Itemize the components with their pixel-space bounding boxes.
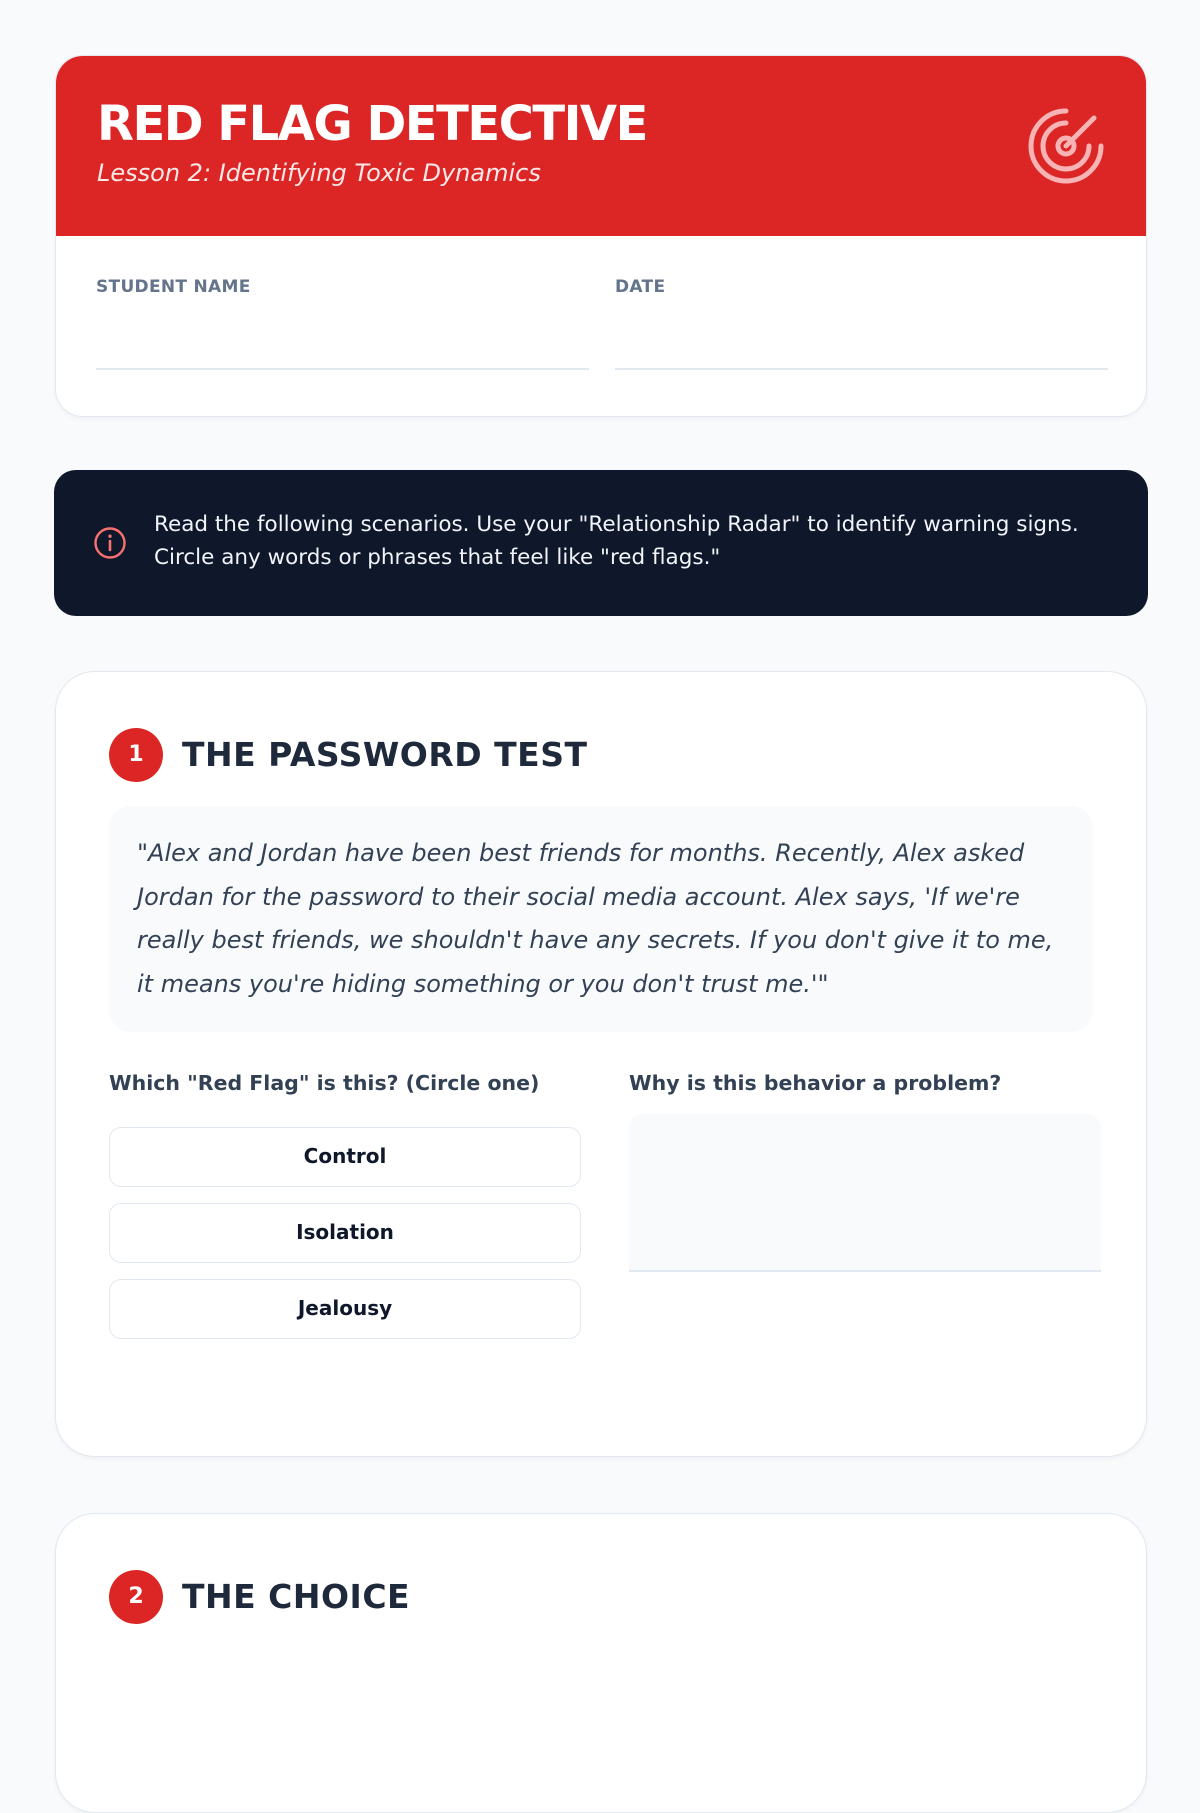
header-band	[56, 56, 1146, 236]
header-card	[55, 55, 1147, 417]
scenario-title: THE CHOICE	[182, 1577, 411, 1616]
date-line[interactable]	[615, 368, 1108, 370]
scenario-title: THE PASSWORD TEST	[182, 735, 588, 774]
scenario-number-badge: 2	[109, 1570, 163, 1624]
info-icon	[93, 526, 127, 560]
scenario-card-2	[55, 1513, 1147, 1813]
student-name-label: STUDENT NAME	[96, 277, 251, 297]
choice-isolation[interactable]: Isolation	[109, 1203, 581, 1263]
radar-icon	[1028, 108, 1104, 184]
red-flag-question: Which "Red Flag" is this? (Circle one)	[109, 1071, 540, 1095]
scenario-card-1	[55, 671, 1147, 1457]
scenario-story: "Alex and Jordan have been best friends for months. Recently, Alex asked Jordan for the password to their social media account. Alex says, 'If we're really best friends, we shouldn't have any secrets. If you don't give it to me, it means you're hiding something or you don't trust me.'"	[109, 806, 1093, 1032]
instructions-text: Read the following scenarios. Use your "Relationship Radar" to identify warning signs. Circle any words or phrases that feel like "red flags."	[154, 512, 1079, 570]
date-field[interactable]	[615, 276, 1108, 370]
instructions-banner	[54, 470, 1148, 616]
choice-control[interactable]: Control	[109, 1127, 581, 1187]
scenario-number-badge: 1	[109, 728, 163, 782]
page-title: RED FLAG DETECTIVE	[97, 96, 647, 152]
student-name-field[interactable]	[96, 276, 589, 370]
why-problem-question: Why is this behavior a problem?	[629, 1071, 1002, 1095]
student-info-row	[56, 236, 1146, 416]
worksheet	[55, 55, 1147, 1616]
date-label: DATE	[615, 277, 666, 297]
student-name-line[interactable]	[96, 368, 589, 370]
lesson-subtitle: Lesson 2: Identifying Toxic Dynamics	[97, 159, 541, 187]
why-problem-answer-box[interactable]	[629, 1114, 1101, 1272]
choice-jealousy[interactable]: Jealousy	[109, 1279, 581, 1339]
red-flag-choices	[109, 1127, 581, 1355]
